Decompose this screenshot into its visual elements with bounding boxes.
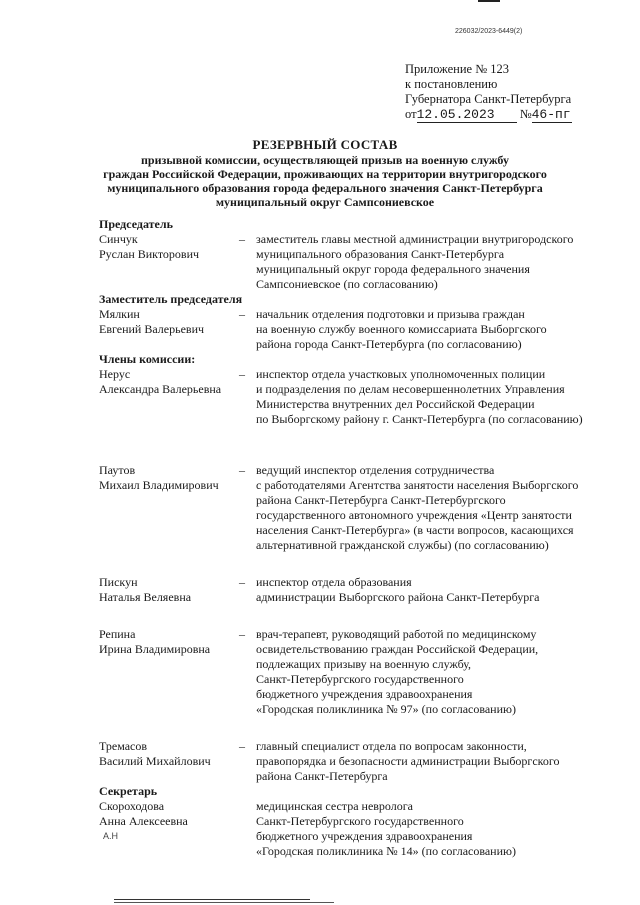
- surname: Паутов: [99, 463, 136, 477]
- chair-heading: Председатель: [99, 217, 173, 231]
- given-names: Евгений Валерьевич: [99, 322, 205, 336]
- member-entry: [99, 575, 619, 605]
- handwritten-initials: А.Н: [103, 831, 119, 841]
- member-entry-chair: [99, 232, 619, 292]
- member-role: [256, 232, 619, 292]
- dash: –: [239, 232, 245, 246]
- member-entry: [99, 627, 619, 717]
- member-entry-deputy: [99, 307, 619, 352]
- dash: –: [239, 739, 245, 753]
- member-role: [256, 627, 619, 717]
- appendix-line-3: Губернатора Санкт-Петербурга: [405, 92, 572, 106]
- role-line: района Санкт-Петербурга: [256, 769, 388, 783]
- surname: Пискун: [99, 575, 138, 589]
- role-line: освидетельствованию граждан Российской Федерации,: [256, 642, 539, 656]
- member-role: [256, 799, 619, 859]
- dash: –: [239, 627, 245, 641]
- member-entry: [99, 463, 619, 553]
- role-line: бюджетного учреждения здравоохранения: [256, 687, 473, 701]
- role-line: Сампсониевское (по согласованию): [256, 277, 438, 291]
- member-entry: [99, 739, 619, 784]
- member-name: [99, 307, 239, 352]
- member-entry-secretary: [99, 799, 619, 859]
- role-line: муниципальный округ города федерального значения: [256, 262, 530, 276]
- role-line: начальник отделения подготовки и призыва граждан: [256, 307, 525, 321]
- members-heading: Члены комиссии:: [99, 352, 196, 366]
- surname: Репина: [99, 627, 136, 641]
- resolution-date: 12.05.2023: [417, 107, 517, 123]
- appendix-block: [405, 62, 572, 123]
- member-entry: [99, 367, 619, 427]
- surname: Мялкин: [99, 307, 140, 321]
- role-line: бюджетного учреждения здравоохранения: [256, 829, 473, 843]
- role-line: на военную службу военного комиссариата Выборгского: [256, 322, 547, 336]
- role-line: района Санкт-Петербурга Санкт-Петербургского: [256, 493, 506, 507]
- member-name: [99, 232, 239, 292]
- deputy-heading: Заместитель председателя: [99, 292, 243, 306]
- role-line: альтернативной гражданской службы) (по согласованию): [256, 538, 549, 552]
- subtitle-line-2: граждан Российской Федерации, проживающих на территории внутригородского: [103, 167, 547, 181]
- surname: Тремасов: [99, 739, 148, 753]
- member-name: [99, 463, 239, 553]
- role-line: района города Санкт-Петербурга (по согласованию): [256, 337, 522, 351]
- surname: Нерус: [99, 367, 131, 381]
- role-line: муниципального образования Санкт-Петербурга: [256, 247, 505, 261]
- title-main: РЕЗЕРВНЫЙ СОСТАВ: [252, 137, 398, 152]
- role-line: Министерства внутренних дел Российской Федерации: [256, 397, 535, 411]
- subtitle-line-3: муниципального образования города федерального значения Санкт-Петербурга: [107, 181, 543, 195]
- member-name: [99, 575, 239, 605]
- secretary-heading: Секретарь: [99, 784, 158, 798]
- given-names: Наталья Веляевна: [99, 590, 192, 604]
- member-name: [99, 739, 239, 784]
- role-line: населения Санкт-Петербурга» (в части вопросов, касающихся: [256, 523, 574, 537]
- number-prefix: №: [519, 107, 532, 121]
- member-role: [256, 307, 619, 352]
- appendix-date-line: [405, 107, 572, 123]
- role-line: врач-терапевт, руководящий работой по медицинскому: [256, 627, 537, 641]
- role-line: Санкт-Петербургского государственного: [256, 672, 464, 686]
- role-line: подлежащих призыву на военную службу,: [256, 657, 472, 671]
- role-line: администрации Выборгского района Санкт-Петербурга: [256, 590, 540, 604]
- member-role: [256, 739, 619, 784]
- resolution-number: 46-пг: [531, 107, 571, 122]
- role-line: и подразделения по делам несовершеннолетних Управления: [256, 382, 565, 396]
- dash: –: [239, 307, 245, 321]
- commission-members: [99, 217, 619, 859]
- role-line: Санкт-Петербургского государственного: [256, 814, 464, 828]
- dash: –: [239, 463, 245, 477]
- subtitle-line-4: муниципальный округ Сампсониевское: [215, 195, 435, 209]
- dash: –: [239, 575, 245, 589]
- member-name: [99, 367, 239, 427]
- role-line: по Выборгскому району г. Санкт-Петербурга (по согласованию): [256, 412, 583, 426]
- given-names: Михаил Владимирович: [99, 478, 219, 492]
- member-role: [256, 463, 619, 553]
- role-line: с работодателями Агентства занятости населения Выборгского: [256, 478, 579, 492]
- subtitle-line-1: призывной комиссии, осуществляющей призыв на военную службу: [141, 153, 509, 167]
- given-names: Василий Михайлович: [99, 754, 211, 768]
- member-role: [256, 367, 619, 427]
- role-line: ведущий инспектор отделения сотрудничества: [256, 463, 495, 477]
- footer-rule: [114, 899, 310, 900]
- role-line: инспектор отдела участковых уполномоченных полиции: [256, 367, 546, 381]
- footer-rule-2: [114, 902, 334, 903]
- role-line: государственного автономного учреждения «Центр занятости: [256, 508, 572, 522]
- role-line: медицинская сестра невролога: [256, 799, 414, 813]
- given-names-with-mark: [99, 814, 239, 844]
- given-names: Руслан Викторович: [99, 247, 200, 261]
- role-line: главный специалист отдела по вопросам законности,: [256, 739, 527, 753]
- dash: –: [239, 367, 245, 381]
- appendix-line-2: к постановлению: [405, 77, 498, 91]
- surname: Синчук: [99, 232, 138, 246]
- role-line: «Городская поликлиника № 97» (по согласованию): [256, 702, 516, 716]
- appendix-line-1: Приложение № 123: [405, 62, 510, 76]
- role-line: правопорядка и безопасности администрации Выборгского: [256, 754, 560, 768]
- role-line: инспектор отдела образования: [256, 575, 412, 589]
- given-names: Анна Алексеевна: [99, 814, 188, 828]
- surname: Скороходова: [99, 799, 165, 813]
- role-line: «Городская поликлиника № 14» (по согласованию): [256, 844, 516, 858]
- given-names: Ирина Владимировна: [99, 642, 211, 656]
- top-edge-mark: [478, 0, 500, 2]
- dash: [239, 799, 256, 859]
- member-role: [256, 575, 619, 605]
- role-line: заместитель главы местной администрации внутригородского: [256, 232, 574, 246]
- member-name: [99, 799, 239, 859]
- member-name: [99, 627, 239, 717]
- date-prefix: от: [405, 107, 417, 121]
- document-id: 226032/2023-6449(2): [455, 28, 523, 35]
- given-names: Александра Валерьевна: [99, 382, 222, 396]
- document-title: [80, 137, 570, 209]
